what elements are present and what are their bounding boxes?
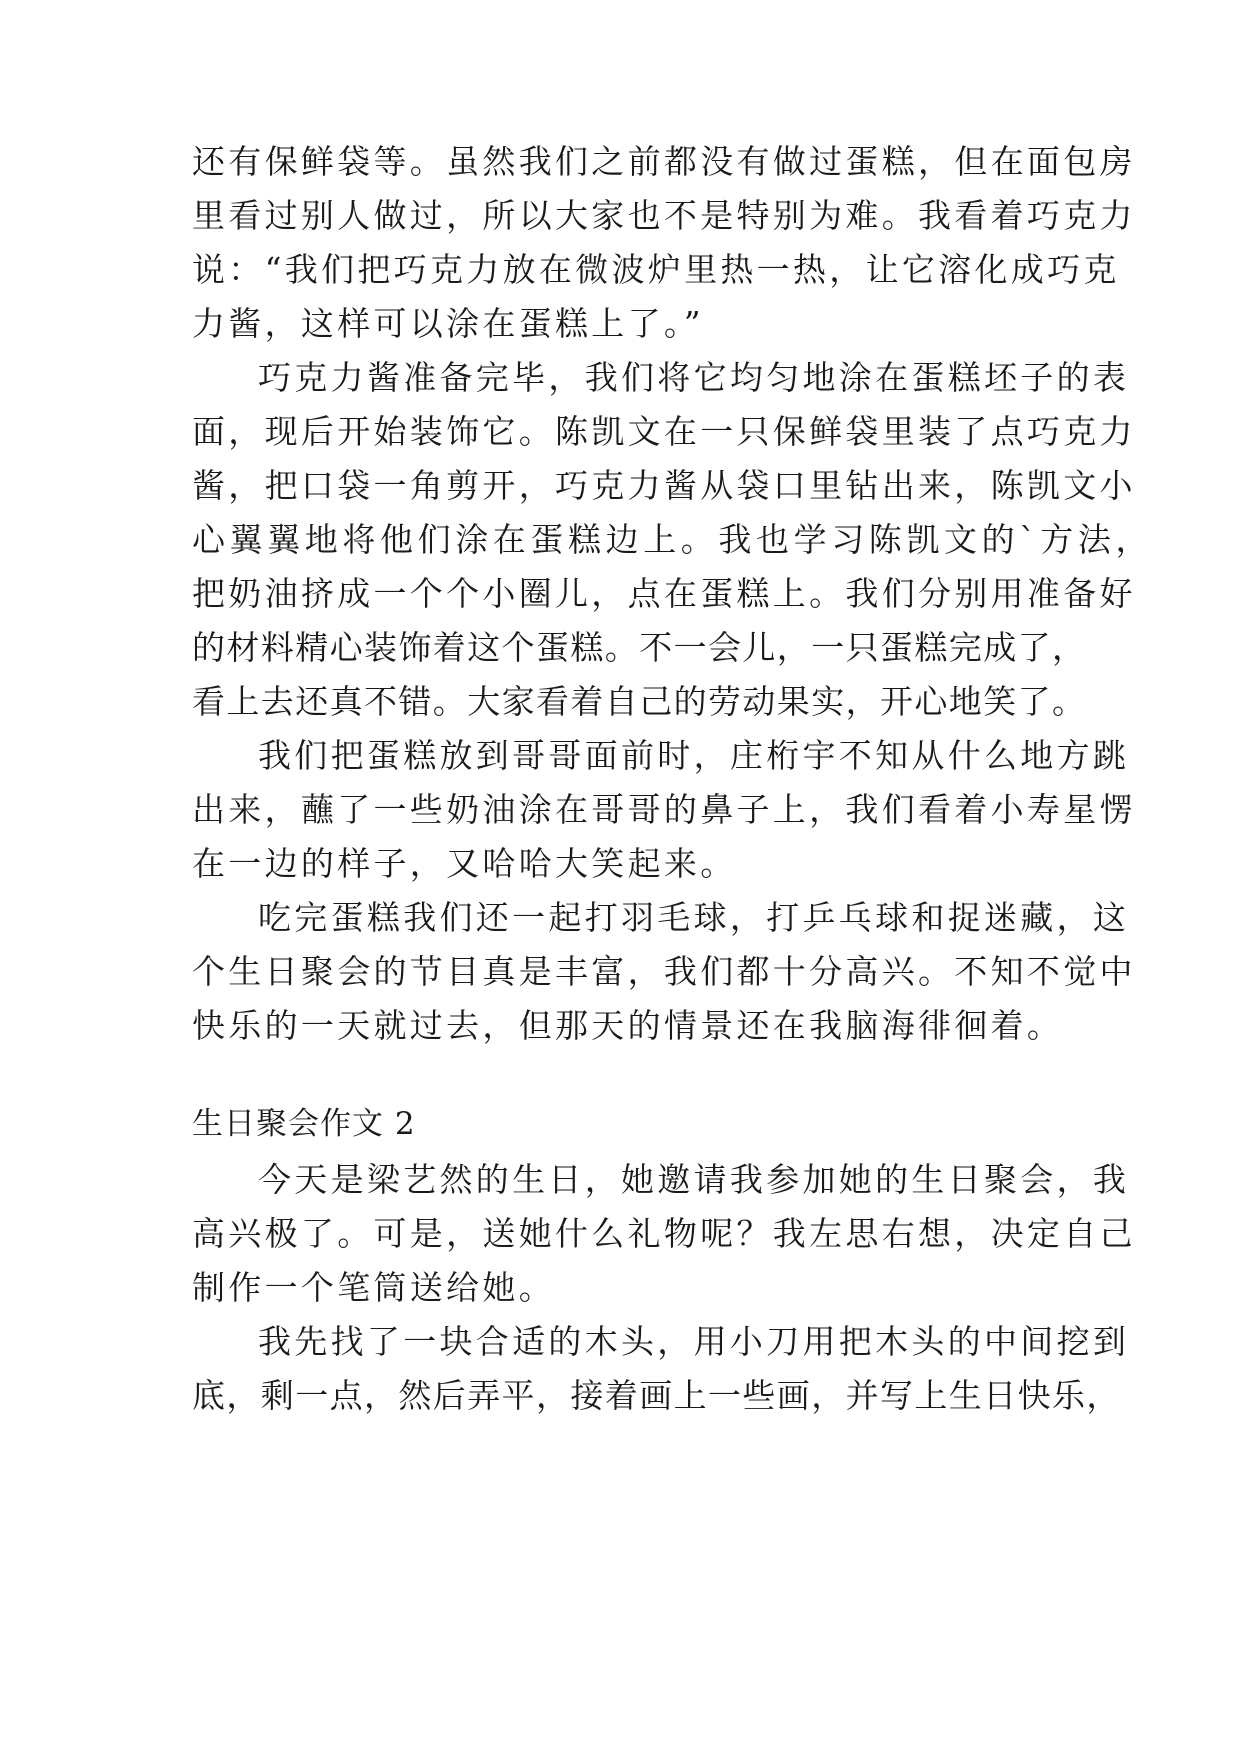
paragraph-line: 面，现后开始装饰它。陈凯文在一只保鲜袋里装了点巧克力 bbox=[192, 412, 1136, 451]
paragraph-line: 把奶油挤成一个个小圈儿，点在蛋糕上。我们分别用准备好 bbox=[192, 574, 1136, 613]
paragraph-line: 力酱，这样可以涂在蛋糕上了。” bbox=[192, 304, 704, 343]
paragraph-line: 吃完蛋糕我们还一起打羽毛球，打乒乓球和捉迷藏，这 bbox=[258, 898, 1130, 937]
paragraph-line: 快乐的一天就过去，但那天的情景还在我脑海徘徊着。 bbox=[192, 1006, 1064, 1045]
paragraph-line: 巧克力酱准备完毕，我们将它均匀地涂在蛋糕坯子的表 bbox=[258, 358, 1130, 397]
paragraph-line: 底，剩一点，然后弄平，接着画上一些画，并写上生日快乐， bbox=[192, 1376, 1121, 1415]
paragraph-line: 说：“我们把巧克力放在微波炉里热一热，让它溶化成巧克 bbox=[192, 250, 1120, 289]
paragraph-line: 出来，蘸了一些奶油涂在哥哥的鼻子上，我们看着小寿星愣 bbox=[192, 790, 1136, 829]
paragraph-line: 我先找了一块合适的木头，用小刀用把木头的中间挖到 bbox=[258, 1322, 1130, 1361]
paragraph-line: 还有保鲜袋等。虽然我们之前都没有做过蛋糕，但在面包房 bbox=[192, 142, 1136, 181]
paragraph-line: 酱，把口袋一角剪开，巧克力酱从袋口里钻出来，陈凯文小 bbox=[192, 466, 1136, 505]
paragraph-line: 在一边的样子，又哈哈大笑起来。 bbox=[192, 844, 737, 883]
paragraph-line: 的材料精心装饰着这个蛋糕。不一会儿，一只蛋糕完成了， bbox=[192, 628, 1087, 667]
paragraph-line: 个生日聚会的节目真是丰富，我们都十分高兴。不知不觉中 bbox=[192, 952, 1136, 991]
paragraph-line: 今天是梁艺然的生日，她邀请我参加她的生日聚会，我 bbox=[258, 1160, 1130, 1199]
paragraph-line: 里看过别人做过，所以大家也不是特别为难。我看着巧克力 bbox=[192, 196, 1136, 235]
paragraph-line: 看上去还真不错。大家看着自己的劳动果实，开心地笑了。 bbox=[192, 682, 1087, 721]
paragraph-line: 制作一个笔筒送给她。 bbox=[192, 1268, 555, 1307]
paragraph-line: 心翼翼地将他们涂在蛋糕边上。我也学习陈凯文的`方法， bbox=[192, 520, 1154, 559]
paragraph-line: 高兴极了。可是，送她什么礼物呢？我左思右想，决定自己 bbox=[192, 1214, 1136, 1253]
section-heading: 生日聚会作文 2 bbox=[192, 1106, 416, 1142]
paragraph-line: 我们把蛋糕放到哥哥面前时，庄桁宇不知从什么地方跳 bbox=[258, 736, 1130, 775]
